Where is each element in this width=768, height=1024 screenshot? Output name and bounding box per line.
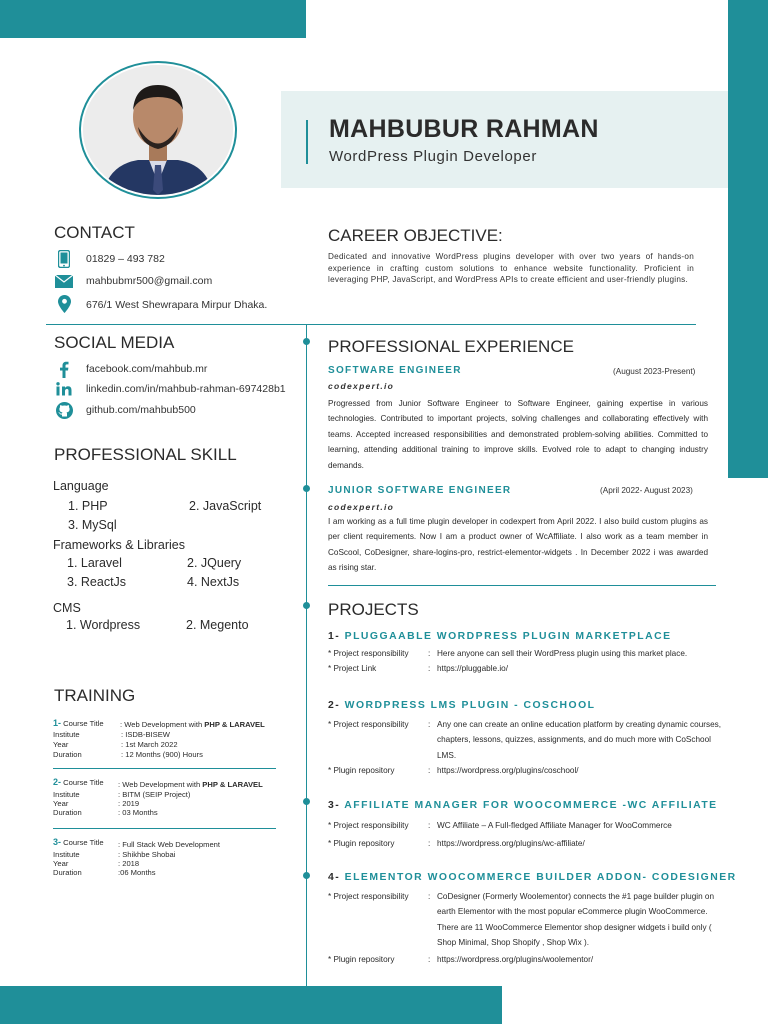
section-divider <box>328 585 716 586</box>
name-divider <box>306 120 308 164</box>
person-silhouette-icon <box>83 65 233 195</box>
skill-item: 1. PHP <box>68 499 108 513</box>
professional-experience-heading: PROFESSIONAL EXPERIENCE <box>328 337 574 356</box>
training-duration-label: Duration <box>53 868 82 877</box>
candidate-name: MAHBUBUR RAHMAN <box>329 115 599 143</box>
github-link[interactable]: github.com/mahbub500 <box>86 404 196 416</box>
training-year: : 2018 <box>118 859 140 868</box>
training-institute-label: Institute <box>53 790 80 799</box>
project-title: 1- PLUGGAABLE WORDPRESS PLUGIN MARKETPLACE <box>328 631 672 642</box>
contact-address-row <box>54 294 268 314</box>
project-label: * Project responsibility <box>328 720 409 729</box>
contact-heading: CONTACT <box>54 223 135 242</box>
skill-item: 2. Megento <box>186 618 249 632</box>
job-title: SOFTWARE ENGINEER <box>328 365 462 376</box>
project-label: * Project responsibility <box>328 892 409 901</box>
job-description: Progressed from Junior Software Engineer to Software Engineer, gaining expertise in various technologies. Contributed to important projects, solving challenges and collaborating effectively with teams. Accepted increased responsibilities and demonstrated problem-solving abilities. Committed to learning, attending additional training to improve skills. Evolved role to adapt to changing industry demands. <box>328 399 708 470</box>
project-title: 2- WORDPRESS LMS PLUGIN - COSCHOOL <box>328 700 596 711</box>
top-left-accent-bar <box>0 0 306 38</box>
career-objective-heading: CAREER OBJECTIVE: <box>328 226 503 245</box>
colon: : <box>428 955 431 964</box>
project-link[interactable]: https://wordpress.org/plugins/woolementor/ <box>437 955 594 964</box>
candidate-role: WordPress Plugin Developer <box>329 148 537 165</box>
colon: : <box>428 720 431 729</box>
project-link[interactable]: https://wordpress.org/plugins/wc-affiliate/ <box>437 839 585 848</box>
training-duration-label: Duration <box>53 808 82 817</box>
training-course: : Full Stack Web Development <box>118 840 220 849</box>
colon: : <box>428 649 431 658</box>
skill-item: 3. MySql <box>68 518 117 532</box>
skill-item: 1. Wordpress <box>66 618 141 632</box>
linkedin-link[interactable]: linkedin.com/in/mahbub-rahman-697428b1 <box>86 383 286 395</box>
training-course-label: Course Title <box>63 719 104 728</box>
training-divider <box>53 828 276 829</box>
contact-email-row <box>54 271 213 291</box>
training-course-highlight: PHP & LARAVEL <box>202 780 263 789</box>
profile-photo <box>83 65 233 195</box>
project-value: Here anyone can sell their WordPress plugin using this market place. <box>437 649 688 658</box>
facebook-link[interactable]: facebook.com/mahbub.mr <box>86 363 208 375</box>
contact-address: 676/1 West Shewrapara Mirpur Dhaka. <box>86 299 268 311</box>
timeline-dot <box>303 872 310 879</box>
timeline-dot <box>303 798 310 805</box>
colon: : <box>428 892 431 901</box>
training-year-label: Year <box>53 740 69 749</box>
skill-item: 2. JQuery <box>187 556 242 570</box>
right-accent-bar <box>728 0 768 478</box>
job-date: (August 2023-Present) <box>613 367 696 376</box>
project-number: 3- <box>328 800 341 811</box>
project-title: 3- AFFILIATE MANAGER FOR WOOCOMMERCE -WC AFFILIATE <box>328 800 718 811</box>
training-institute: : ISDB-BISEW <box>121 730 170 739</box>
job-company: codexpert.io <box>328 502 395 512</box>
project-label: * Project responsibility <box>328 821 409 830</box>
timeline-line <box>306 324 307 986</box>
professional-skill-heading: PROFESSIONAL SKILL <box>54 445 237 464</box>
job-date: (April 2022- August 2023) <box>600 486 693 495</box>
project-label: * Project responsibility <box>328 649 409 658</box>
project-link[interactable]: https://wordpress.org/plugins/coschool/ <box>437 766 579 775</box>
skill-group-cms: CMS <box>53 601 81 615</box>
project-number: 1- <box>328 631 341 642</box>
colon: : <box>428 664 431 673</box>
training-duration: : 03 Months <box>118 808 158 817</box>
project-number: 2- <box>328 700 341 711</box>
skill-group-language: Language <box>53 479 109 493</box>
training-year: : 1st March 2022 <box>121 740 178 749</box>
phone-icon <box>54 249 74 269</box>
training-heading: TRAINING <box>54 686 136 705</box>
project-number: 4- <box>328 872 341 883</box>
skill-item: 3. ReactJs <box>67 575 127 589</box>
timeline-dot <box>303 485 310 492</box>
project-label: * Plugin repository <box>328 766 395 775</box>
training-course: : Web Development with <box>118 780 203 789</box>
training-duration: :06 Months <box>118 868 156 877</box>
training-year: : 2019 <box>118 799 140 808</box>
social-facebook-row <box>54 359 208 379</box>
training-year-label: Year <box>53 799 69 808</box>
timeline-dot <box>303 602 310 609</box>
training-course-highlight: PHP & LARAVEL <box>204 720 265 729</box>
social-linkedin-row <box>54 379 286 399</box>
training-institute: : BITM (SEIP Project) <box>118 790 191 799</box>
training-course: : Web Development with <box>120 720 205 729</box>
career-objective-text: Dedicated and innovative WordPress plugins developer with over two years of hands-on experience in crafting custom solutions to enhance website functionality. Proficient in leveraging PHP, JavaScript, and WordPress APIs to create efficient and user-friendly plugins. <box>328 252 694 285</box>
training-year-label: Year <box>53 859 69 868</box>
training-course-label: Course Title <box>63 838 104 847</box>
project-title: 4- ELEMENTOR WOOCOMMERCE BUILDER ADDON- CODESIGNER <box>328 872 737 883</box>
contact-phone: 01829 – 493 782 <box>86 253 165 265</box>
training-institute-label: Institute <box>53 850 80 859</box>
project-value: CoDesigner (Formerly Woolementor) connects the #1 page builder plugin on earth Elementor with the most popular eCommerce plugin WooCommerce. There are 11 WooCommerce Elementor shop designer widgets i build only ( Shop Minimal, Shop Shopify , Shop Wix ). <box>437 892 715 948</box>
colon: : <box>428 839 431 848</box>
training-institute: : Shikhbe Shobai <box>118 850 176 859</box>
project-label: * Plugin repository <box>328 955 395 964</box>
colon: : <box>428 821 431 830</box>
project-value: WC Affiliate – A Full-fledged Affiliate Manager for WooCommerce <box>437 821 672 830</box>
job-description: I am working as a full time plugin developer in codexpert from April 2022. I also build custom plugins as per client requirements. Now I am a product owner of WcAffiliate. I also work as a team member in CoScool, CoDesigner, share-logins-pro, restrict-elementor-widgets . In December 2022 i was awarded as rising star. <box>328 517 708 573</box>
contact-phone-row <box>54 249 165 269</box>
project-label: * Project Link <box>328 664 377 673</box>
github-icon <box>54 400 74 420</box>
contact-email[interactable]: mahbubmr500@gmail.com <box>86 275 213 287</box>
training-duration-label: Duration <box>53 750 82 759</box>
training-number: 3- <box>53 837 62 847</box>
job-title: JUNIOR SOFTWARE ENGINEER <box>328 485 512 496</box>
job-company: codexpert.io <box>328 381 395 391</box>
section-divider <box>46 324 696 325</box>
skill-item: 2. JavaScript <box>189 499 262 513</box>
colon: : <box>428 766 431 775</box>
training-duration: : 12 Months (900) Hours <box>121 750 203 759</box>
projects-heading: PROJECTS <box>328 600 419 619</box>
bottom-accent-bar <box>0 986 502 1024</box>
timeline-dot <box>303 338 310 345</box>
social-media-heading: SOCIAL MEDIA <box>54 333 175 352</box>
training-number: 2- <box>53 777 62 787</box>
training-course-label: Course Title <box>63 778 104 787</box>
skill-item: 1. Laravel <box>67 556 122 570</box>
project-link[interactable]: https://pluggable.io/ <box>437 664 509 673</box>
project-label: * Plugin repository <box>328 839 395 848</box>
profile-photo-frame <box>79 61 237 199</box>
location-pin-icon <box>54 294 74 314</box>
social-github-row <box>54 400 196 420</box>
training-institute-label: Institute <box>53 730 80 739</box>
envelope-icon <box>54 271 74 291</box>
linkedin-icon <box>54 379 74 399</box>
training-divider <box>53 768 276 769</box>
skill-group-frameworks: Frameworks & Libraries <box>53 538 185 552</box>
skill-item: 4. NextJs <box>187 575 240 589</box>
training-number: 1- <box>53 718 62 728</box>
facebook-icon <box>54 359 74 379</box>
project-value: Any one can create an online education platform by creating dynamic courses, chapters, lessons, quizzes, assignments, and do much more with CoSchool LMS. <box>437 720 721 760</box>
